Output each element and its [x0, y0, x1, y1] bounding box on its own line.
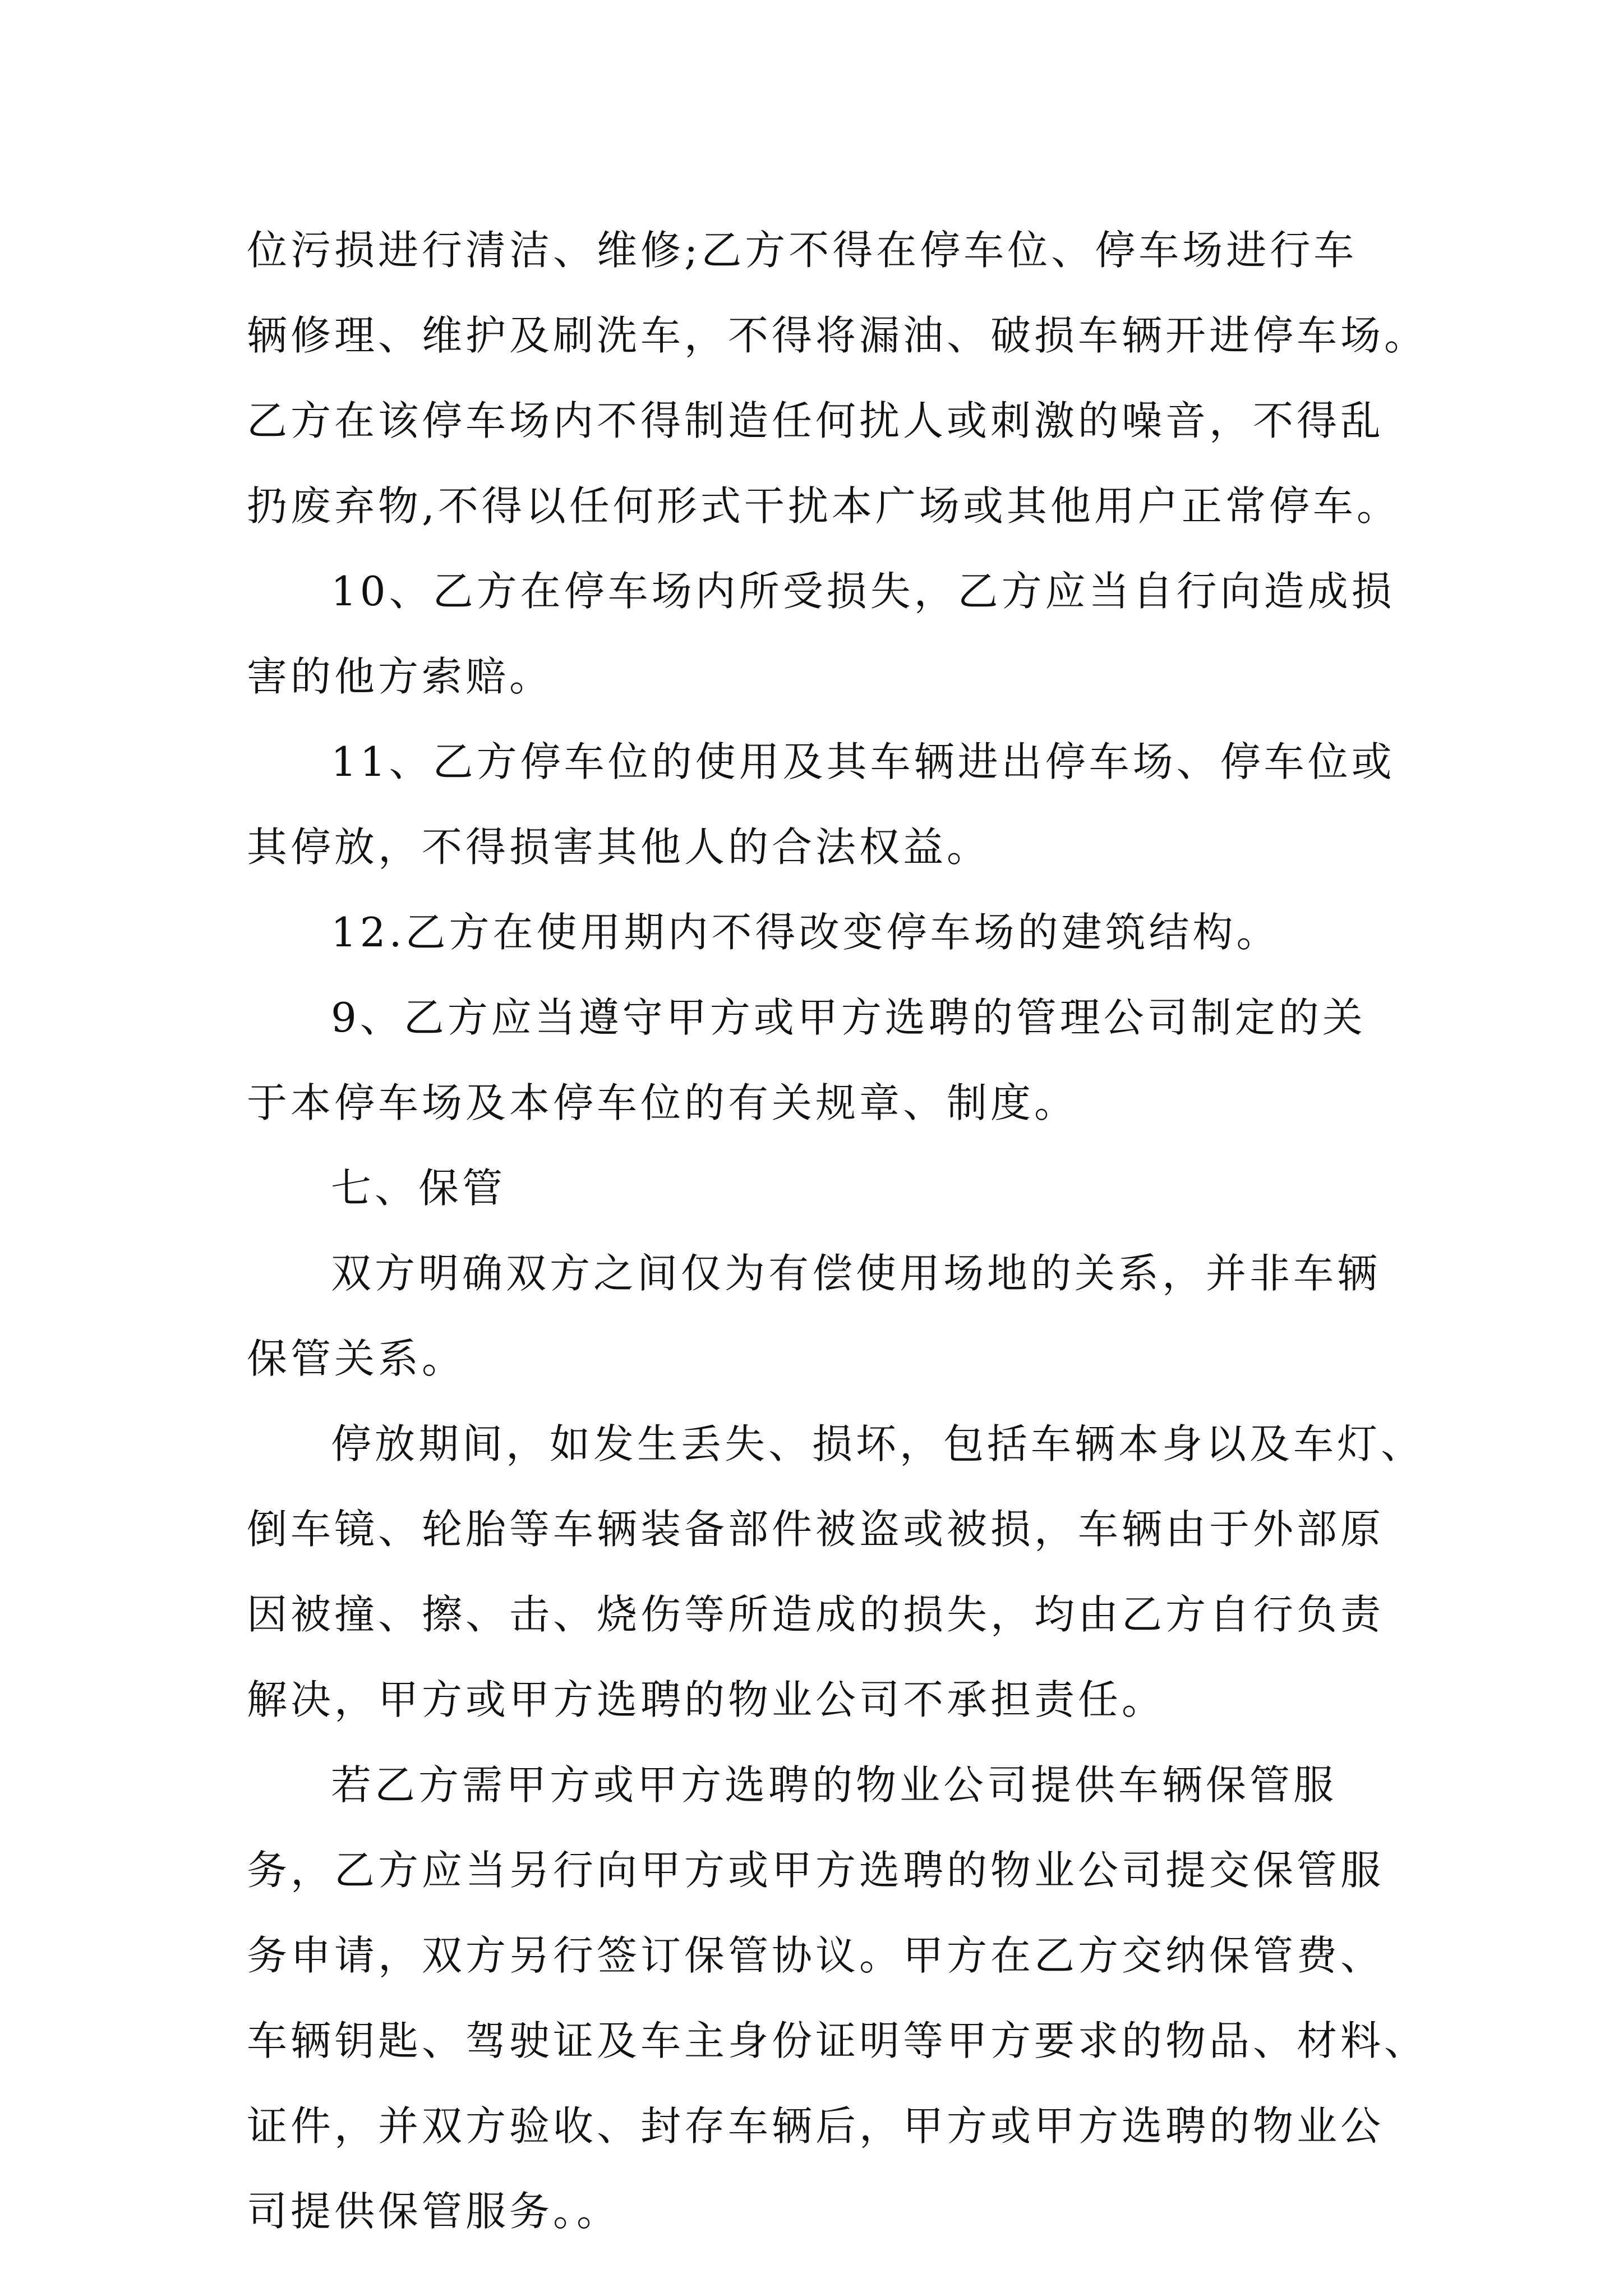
text-line: 害的他方索赔。: [247, 653, 554, 700]
text-line: 务申请，双方另行签订保管协议。甲方在乙方交纳保管费、: [247, 1932, 1385, 1979]
text-line: 司提供保管服务。。: [247, 2188, 621, 2235]
text-line: 9、乙方应当遵守甲方或甲方选聘的管理公司制定的关: [331, 994, 1366, 1041]
document-body: [247, 208, 1428, 2254]
text-line: 双方明确双方之间仅为有偿使用场地的关系，并非车辆: [331, 1250, 1381, 1297]
text-line: 务，乙方应当另行向甲方或甲方选聘的物业公司提交保管服: [247, 1847, 1385, 1894]
text-line: 扔废弃物,不得以任何形式干扰本广场或其他用户正常停车。: [247, 482, 1400, 530]
text-line: 位污损进行清洁、维修;乙方不得在停车位、停车场进行车: [247, 227, 1358, 274]
text-line: 证件，并双方验收、封存车辆后，甲方或甲方选聘的物业公: [247, 2102, 1385, 2150]
text-line: 七、保管: [331, 1165, 506, 1212]
text-line: 因被撞、擦、击、烧伤等所造成的损失，均由乙方自行负责: [247, 1591, 1385, 1638]
text-line: 于本停车场及本停车位的有关规章、制度。: [247, 1079, 1078, 1126]
text-line: 若乙方需甲方或甲方选聘的物业公司提供车辆保管服: [331, 1761, 1338, 1809]
text-line: 11、乙方停车位的使用及其车辆进出停车场、停车位或: [331, 738, 1395, 785]
text-line: 10、乙方在停车场内所受损失，乙方应当自行向造成损: [331, 568, 1395, 615]
text-line: 解决，甲方或甲方选聘的物业公司不承担责任。: [247, 1676, 1166, 1723]
text-line: 12.乙方在使用期内不得改变停车场的建筑结构。: [331, 909, 1280, 956]
text-line: 乙方在该停车场内不得制造任何扰人或刺激的噪音，不得乱: [247, 397, 1385, 444]
text-line: 其停放，不得损害其他人的合法权益。: [247, 823, 991, 871]
text-line: 车辆钥匙、驾驶证及车主身份证明等甲方要求的物品、材料、: [247, 2017, 1428, 2064]
text-line: 辆修理、维护及刷洗车，不得将漏油、破损车辆开进停车场。: [247, 312, 1428, 359]
text-line: 停放期间，如发生丢失、损坏，包括车辆本身以及车灯、: [331, 1420, 1425, 1467]
text-line: 倒车镜、轮胎等车辆装备部件被盗或被损，车辆由于外部原: [247, 1506, 1385, 1553]
text-line: 保管关系。: [247, 1335, 466, 1382]
